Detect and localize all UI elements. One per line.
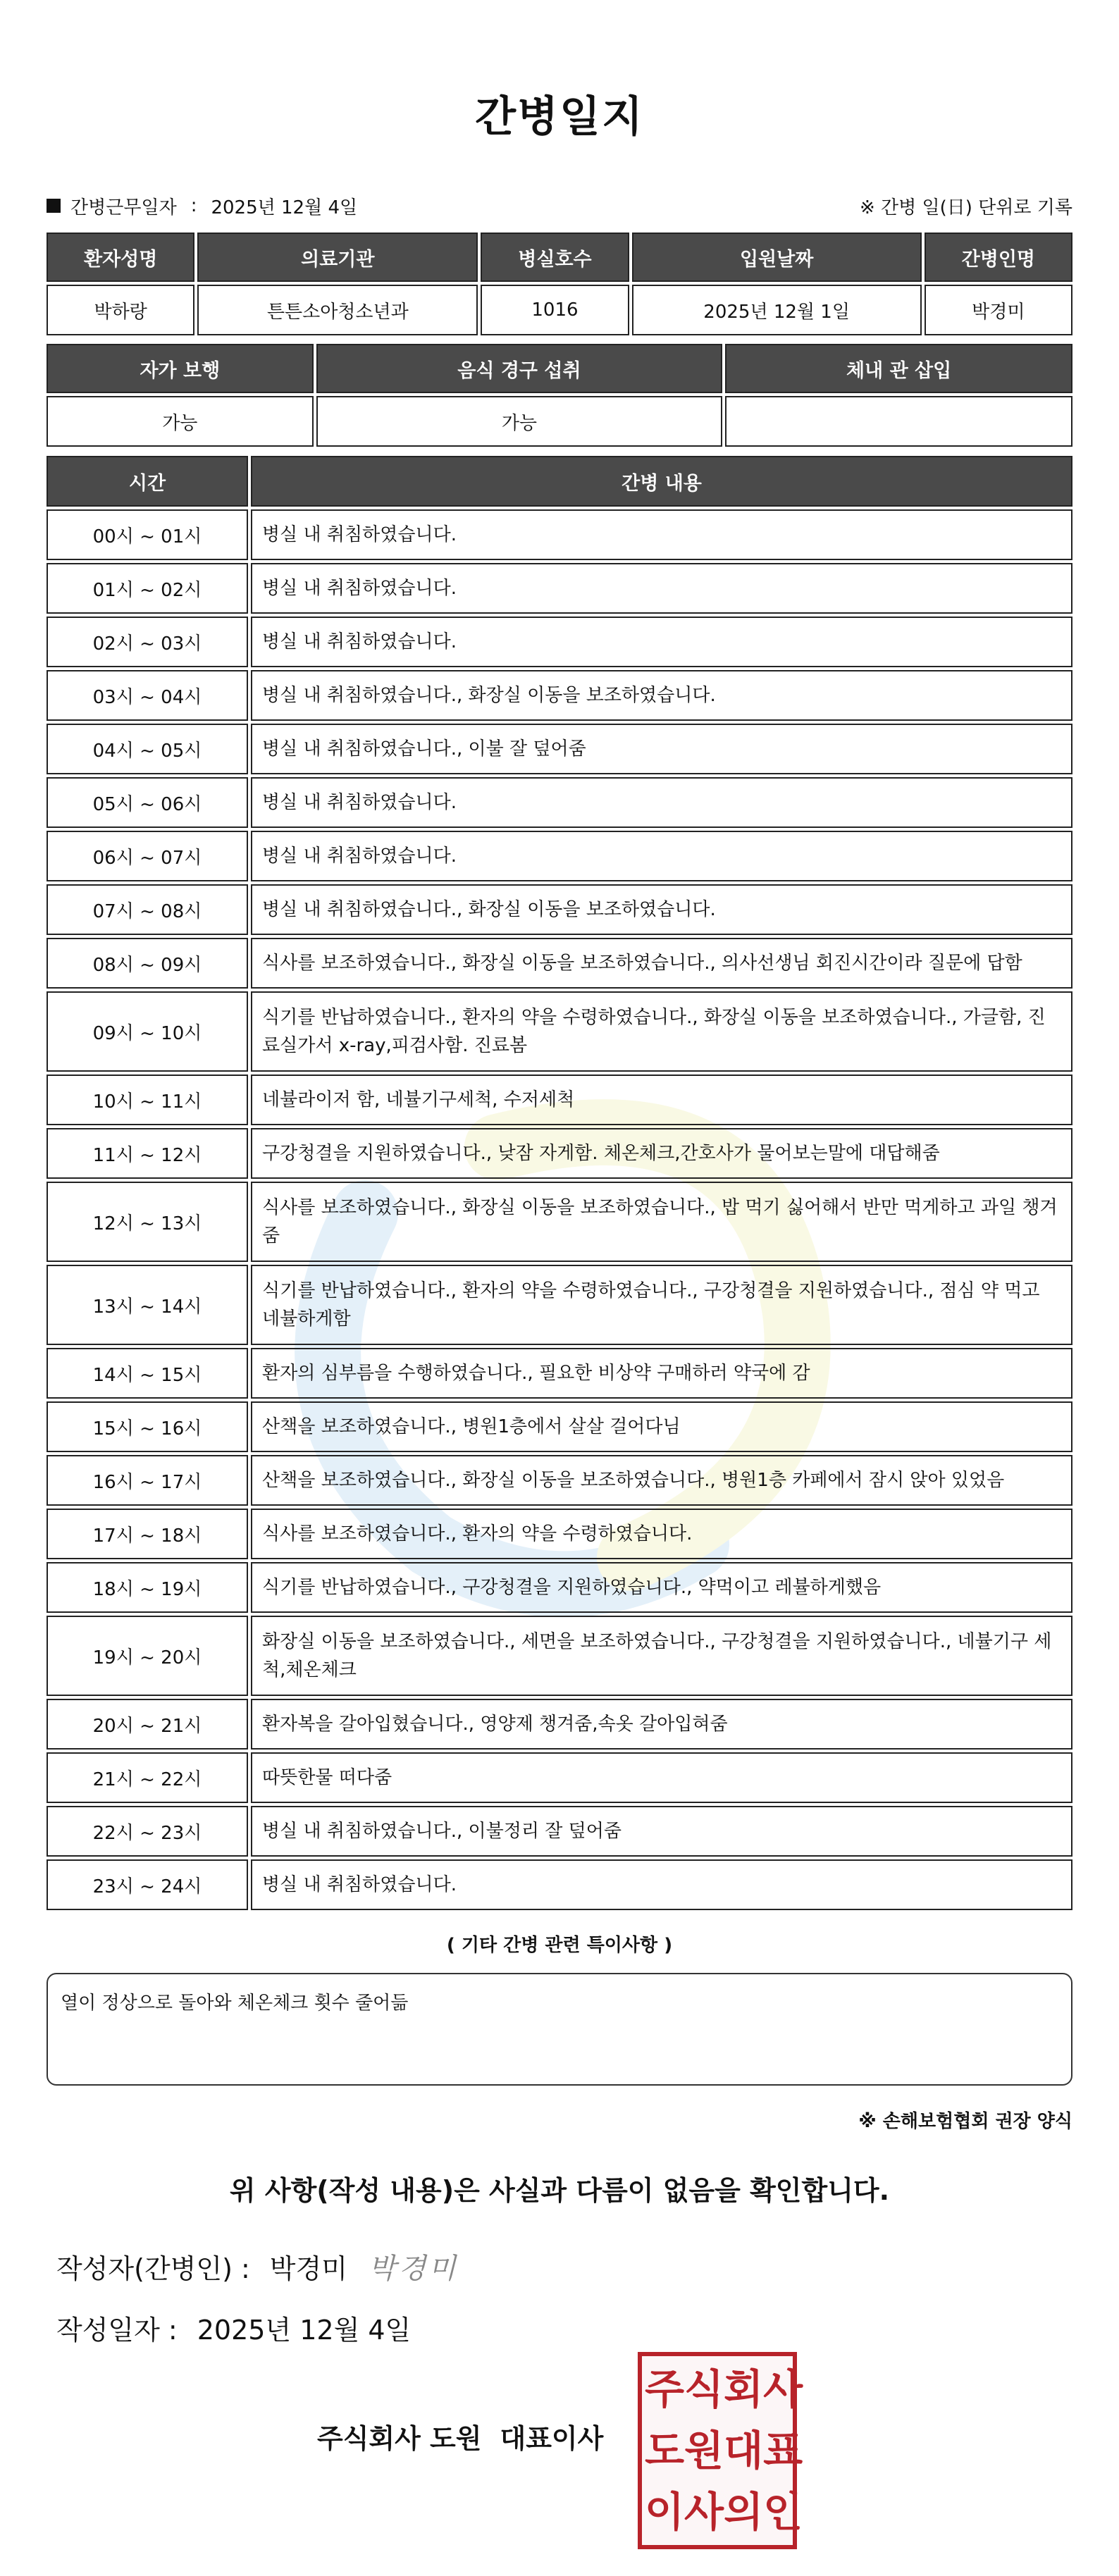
row-time: 10시 ~ 11시 [47, 1075, 248, 1125]
row-content: 산책을 보조하였습니다., 화장실 이동을 보조하였습니다., 병원1층 카페에서 잠시 앉아 있었음 [251, 1455, 1072, 1506]
writer-row [56, 2246, 459, 2286]
written-date-label: 작성일자 : [56, 2315, 178, 2346]
header-patient-name: 환자성명 [47, 233, 194, 282]
row-content: 병실 내 취침하였습니다. [251, 1859, 1072, 1910]
table-row [47, 617, 1072, 667]
confirmation-statement: 위 사항(작성 내용)은 사실과 다름이 없음을 확인합니다. [229, 2175, 890, 2206]
header-oral-intake: 음식 경구 섭취 [316, 344, 723, 393]
seal-character: 사 [684, 2487, 724, 2536]
work-date-value: 2025년 12월 4일 [211, 197, 358, 218]
unit-note: ※ 간병 일(日) 단위로 기록 [859, 197, 1072, 218]
header-room-number: 병실호수 [481, 233, 629, 282]
table-row [47, 777, 1072, 828]
table-row [47, 991, 1072, 1072]
row-content: 병실 내 취침하였습니다. [251, 777, 1072, 828]
table-row [47, 1616, 1072, 1696]
form-source-note: ※ 손해보험협회 권장 양식 [858, 2111, 1072, 2132]
row-time: 03시 ~ 04시 [47, 670, 248, 721]
table-row [47, 1128, 1072, 1179]
handwritten-signature: 박경미 [368, 2253, 459, 2285]
table-row [47, 1752, 1072, 1803]
company-signoff [317, 2417, 603, 2456]
header-hospital: 의료기관 [197, 233, 478, 282]
seal-character: 회 [724, 2365, 764, 2414]
table-row [47, 509, 1072, 560]
row-time: 20시 ~ 21시 [47, 1699, 248, 1750]
row-content: 따뜻한물 떠다줌 [251, 1752, 1072, 1803]
tube-insertion-value [725, 396, 1072, 447]
row-content: 식기를 반납하였습니다., 환자의 약을 수령하였습니다., 화장실 이동을 보조하였습니다., 가글함, 진료실가서 x-ray,피검사함. 진료봄 [251, 991, 1072, 1072]
table-row [47, 1699, 1072, 1750]
table-row [47, 1859, 1072, 1910]
header-self-walking: 자가 보행 [47, 344, 314, 393]
seal-character: 사 [763, 2365, 803, 2414]
seal-character: 원 [684, 2426, 724, 2475]
row-time: 14시 ~ 15시 [47, 1348, 248, 1399]
row-time: 08시 ~ 09시 [47, 938, 248, 989]
room-number: 1016 [481, 285, 629, 335]
table-row [47, 1075, 1072, 1125]
seal-character: 이 [645, 2487, 685, 2536]
seal-character: 인 [763, 2487, 803, 2536]
row-time: 11시 ~ 12시 [47, 1128, 248, 1179]
seal-character: 주 [645, 2365, 685, 2414]
table-row [47, 1455, 1072, 1506]
company-name: 주식회사 도원 [317, 2423, 482, 2454]
notes-title: ( 기타 간병 관련 특이사항 ) [446, 1935, 673, 1956]
row-time: 22시 ~ 23시 [47, 1806, 248, 1857]
row-content: 환자의 심부름을 수행하였습니다., 필요한 비상약 구매하러 약국에 감 [251, 1348, 1072, 1399]
header-care-content: 간병 내용 [251, 456, 1072, 507]
header-caregiver-name: 간병인명 [925, 233, 1072, 282]
row-content: 산책을 보조하였습니다., 병원1층에서 살살 걸어다님 [251, 1401, 1072, 1452]
work-date-separator: : [190, 195, 197, 216]
work-date-row [47, 192, 1072, 220]
row-time: 16시 ~ 17시 [47, 1455, 248, 1506]
patient-name: 박하랑 [47, 285, 194, 335]
row-content: 병실 내 취침하였습니다. [251, 831, 1072, 881]
caregiver-name: 박경미 [925, 285, 1072, 335]
row-time: 02시 ~ 03시 [47, 617, 248, 667]
page-title: 간병일지 [475, 92, 644, 142]
header-tube-insertion: 체내 관 삽입 [725, 344, 1072, 393]
notes-box [47, 1973, 1072, 2086]
row-content: 병실 내 취침하였습니다., 이불정리 잘 덮어줌 [251, 1806, 1072, 1857]
table-row [47, 1182, 1072, 1262]
seal-character: 표 [763, 2426, 803, 2475]
written-date-value: 2025년 12월 4일 [197, 2315, 412, 2346]
table-row [47, 1562, 1072, 1613]
admission-date: 2025년 12월 1일 [632, 285, 922, 335]
company-representative-title: 대표이사 [500, 2423, 604, 2454]
table-row [47, 884, 1072, 935]
table-row [47, 1348, 1072, 1399]
table-row [47, 831, 1072, 881]
written-date-row [56, 2308, 411, 2347]
table-row [47, 938, 1072, 989]
row-time: 06시 ~ 07시 [47, 831, 248, 881]
row-time: 21시 ~ 22시 [47, 1752, 248, 1803]
row-content: 식사를 보조하였습니다., 환자의 약을 수령하였습니다. [251, 1509, 1072, 1559]
row-content: 식사를 보조하였습니다., 화장실 이동을 보조하였습니다., 밥 먹기 싫어해서 반만 먹게하고 과일 챙겨줌 [251, 1182, 1072, 1262]
row-time: 19시 ~ 20시 [47, 1616, 248, 1696]
seal-character: 대 [724, 2426, 764, 2475]
self-walking-value: 가능 [47, 396, 314, 447]
table-row [47, 1509, 1072, 1559]
seal-character: 식 [684, 2365, 724, 2414]
row-time: 05시 ~ 06시 [47, 777, 248, 828]
square-bullet-icon [47, 199, 61, 213]
row-content: 식기를 반납하였습니다., 환자의 약을 수령하였습니다., 구강청결을 지원하였습니다., 점심 약 먹고 네뷸하게함 [251, 1265, 1072, 1345]
table-row [47, 1265, 1072, 1345]
table-row [47, 1401, 1072, 1452]
row-content: 병실 내 취침하였습니다., 화장실 이동을 보조하였습니다. [251, 670, 1072, 721]
row-content: 병실 내 취침하였습니다., 이불 잘 덮어줌 [251, 724, 1072, 774]
row-content: 환자복을 갈아입혔습니다., 영양제 챙겨줌,속옷 갈아입혀줌 [251, 1699, 1072, 1750]
writer-name: 박경미 [269, 2253, 347, 2284]
table-row [47, 724, 1072, 774]
row-time: 23시 ~ 24시 [47, 1859, 248, 1910]
seal-characters [645, 2359, 803, 2542]
oral-intake-value: 가능 [316, 396, 723, 447]
table-row [47, 1806, 1072, 1857]
row-content: 병실 내 취침하였습니다. [251, 563, 1072, 614]
hospital-name: 튼튼소아청소년과 [197, 285, 478, 335]
row-time: 01시 ~ 02시 [47, 563, 248, 614]
care-log-table [44, 453, 1075, 1913]
seal-character: 의 [724, 2487, 764, 2536]
row-content: 구강청결을 지원하였습니다., 낮잠 자게함. 체온체크,간호사가 물어보는말에 대답해줌 [251, 1128, 1072, 1179]
notes-text: 열이 정상으로 돌아와 체온체크 횟수 줄어듦 [61, 1993, 409, 2014]
header-time: 시간 [47, 456, 248, 507]
table-row [47, 563, 1072, 614]
row-time: 00시 ~ 01시 [47, 509, 248, 560]
row-content: 화장실 이동을 보조하였습니다., 세면을 보조하였습니다., 구강청결을 지원하였습니다., 네뷸기구 세척,체온체크 [251, 1616, 1072, 1696]
row-time: 04시 ~ 05시 [47, 724, 248, 774]
row-time: 15시 ~ 16시 [47, 1401, 248, 1452]
row-content: 식사를 보조하였습니다., 화장실 이동을 보조하였습니다., 의사선생님 회진시간이라 질문에 답함 [251, 938, 1072, 989]
work-date-label: 간병근무일자 [70, 197, 177, 218]
row-time: 09시 ~ 10시 [47, 991, 248, 1072]
row-content: 병실 내 취침하였습니다., 화장실 이동을 보조하였습니다. [251, 884, 1072, 935]
header-admission-date: 입원날짜 [632, 233, 922, 282]
company-seal-stamp-icon [638, 2352, 803, 2549]
table-row [47, 670, 1072, 721]
writer-label: 작성자(간병인) : [56, 2253, 250, 2284]
row-content: 병실 내 취침하였습니다. [251, 617, 1072, 667]
row-content: 네뷸라이저 함, 네뷸기구세척, 수저세척 [251, 1075, 1072, 1125]
patient-status-table [44, 341, 1075, 450]
row-time: 07시 ~ 08시 [47, 884, 248, 935]
patient-info-table [44, 230, 1075, 338]
row-time: 17시 ~ 18시 [47, 1509, 248, 1559]
row-time: 18시 ~ 19시 [47, 1562, 248, 1613]
row-time: 12시 ~ 13시 [47, 1182, 248, 1262]
row-content: 식기를 반납하였습니다., 구강청결을 지원하였습니다., 약먹이고 레뷸하게했음 [251, 1562, 1072, 1613]
seal-character: 도 [645, 2426, 685, 2475]
row-time: 13시 ~ 14시 [47, 1265, 248, 1345]
row-content: 병실 내 취침하였습니다. [251, 509, 1072, 560]
